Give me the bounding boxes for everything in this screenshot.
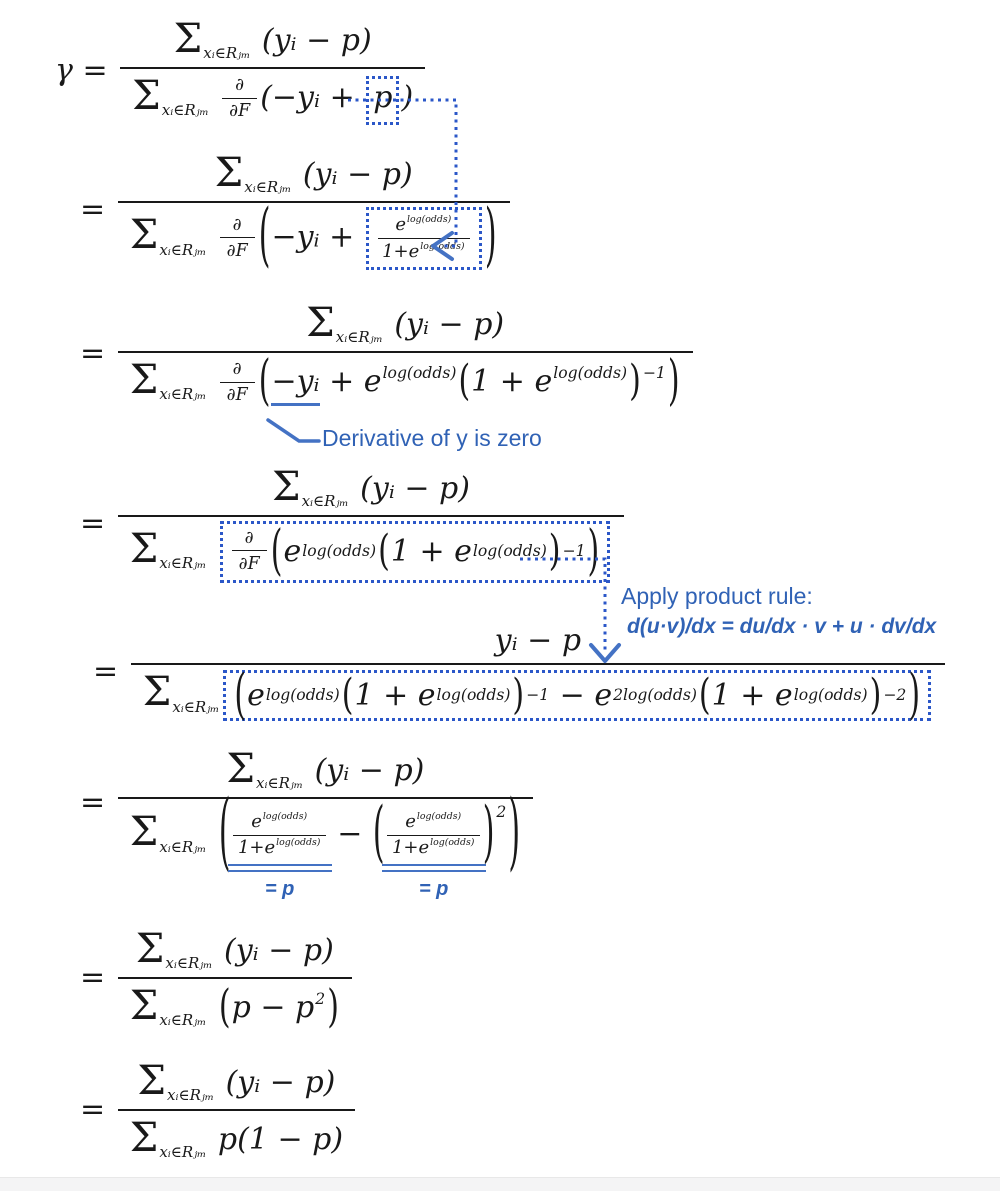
derivative-zero-note: Derivative of y is zero <box>322 425 542 451</box>
equation-gamma-definition: γ = $\Sigma_{xᵢ\in Rⱼ_m}$ (yᵢ − p) $\Sigma_{xᵢ\in Rⱼ_m}$ $\frac{\partial}{\partial F}$ (−yᵢ + p ) <box>55 16 428 125</box>
equation-step-drop-y-term: = $\Sigma_{xᵢ\in Rⱼ_m}$ (yᵢ − p) $\Sigma_{xᵢ\in Rⱼ_m}$ $\frac{\partial}{\partial F}$ ( e log(odds) ( 1 + e log(odds) ) −1 ) <box>80 464 627 583</box>
bottom-strip <box>0 1177 1000 1191</box>
product-rule-note-title: Apply product rule: <box>621 583 813 609</box>
product-rule-note-formula: d(u·v)/dx = du/dx · v + u · dv/dx <box>627 615 937 638</box>
equation-step-sigmoid-fractions: = $\Sigma_{xᵢ\in Rⱼ_m}$ (yᵢ − p) $\Sigma_{xᵢ\in Rⱼ_m}$ ( $\frac{e^{log(odds)}}{1+e^{log(odds)}}$ = p − ( $\frac{e^{log(odds)}}{1+e^{log(odds)}}$ = p ) $^2$) <box>80 746 536 860</box>
equation-step-rewrite-inverse: = $\Sigma_{xᵢ\in Rⱼ_m}$ (yᵢ − p) $\Sigma_{xᵢ\in Rⱼ_m}$ $\frac{\partial}{\partial F}$ (−yᵢ + $e^{log(odds)}(1 + e^{log(odds)})$ $^{-1}$) <box>80 300 696 407</box>
derivative-callout-line <box>268 420 319 441</box>
equation-step-product-rule-result: = yᵢ − p $\Sigma_{xᵢ\in Rⱼ_m}$ ( e log(odds) ( 1 + e log(odds) ) −1 − e 2log(odds) ( 1 + e log(odds) ) −2 ) <box>93 622 948 721</box>
equation-final-result: = $\frac{\Sigma_{xᵢ\in Rⱼ_m} (yᵢ - p)}{\Sigma_{xᵢ\in Rⱼ_m} p(1 - p)}$ <box>80 1058 358 1162</box>
equation-step-substitute-sigmoid: = $\Sigma_{xᵢ\in Rⱼ_m}$ (yᵢ − p) $\Sigma_{xᵢ\in Rⱼ_m}$ $\frac{\partial}{\partial F}$ (−yᵢ + $\frac{e^{log(odds)}}{1+e^{log(odds)}}$ ) <box>80 150 513 270</box>
equation-step-p-minus-p-squared: = $\frac{\Sigma_{xᵢ\in Rⱼ_m} (yᵢ - p)}{\Sigma_{xᵢ\in Rⱼ_m} (p - p^2)}$ <box>80 926 355 1030</box>
